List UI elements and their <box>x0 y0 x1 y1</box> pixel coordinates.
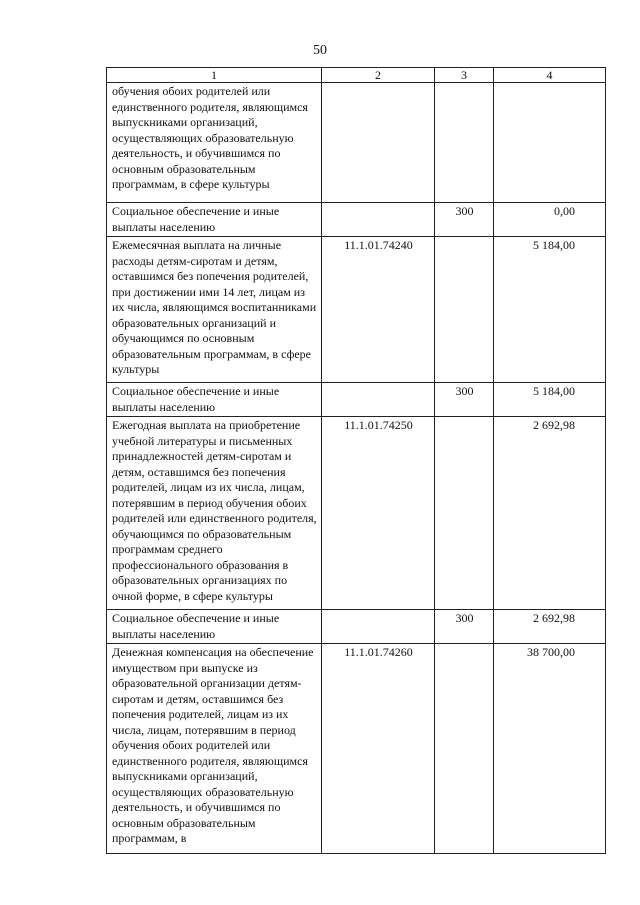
row-amount: 5 184,00 <box>494 237 606 383</box>
row-name: Социальное обеспечение и иные выплаты населению <box>107 203 322 237</box>
row-name: Социальное обеспечение и иные выплаты населению <box>107 383 322 417</box>
row-name: обучения обоих родителей или единственного родителя, являющимся выпускниками организаций, осуществляющих образовательную деятельность, и обучившимся по основным образовательным программам, в сфере культуры <box>107 83 322 203</box>
row-name: Ежегодная выплата на приобретение учебной литературы и письменных принадлежностей детям-сиротам и детям, оставшимся без попечения родителей, лицам из их числа, лицам, потерявшим в период обучения обоих родителей или единственного родителя, обучающимся по образовательным программам среднего профессионального образования в образовательных организациях по очной форме, в сфере культуры <box>107 417 322 610</box>
row-name: Ежемесячная выплата на личные расходы детям-сиротам и детям, оставшимся без попечения родителей, при достижении ими 14 лет, лицам из их числа, являющимся воспитанниками образовательных организаций и обучающимся по основным образовательным программам, в сфере культуры <box>107 237 322 383</box>
row-amount: 2 692,98 <box>494 610 606 644</box>
page-number: 50 <box>313 43 327 58</box>
row-amount: 38 700,00 <box>494 644 606 854</box>
column-header: 3 <box>435 68 494 83</box>
row-amount: 5 184,00 <box>494 383 606 417</box>
table-row <box>107 644 606 854</box>
row-code: 11.1.01.74240 <box>322 237 435 383</box>
row-code <box>322 203 435 237</box>
row-code <box>322 610 435 644</box>
row-amount: 2 692,98 <box>494 417 606 610</box>
table-row <box>107 237 606 383</box>
table-row <box>107 83 606 203</box>
row-type <box>435 644 494 854</box>
row-code <box>322 83 435 203</box>
row-type: 300 <box>435 383 494 417</box>
table-row <box>107 383 606 417</box>
row-code <box>322 383 435 417</box>
row-type: 300 <box>435 610 494 644</box>
column-header: 4 <box>494 68 606 83</box>
row-type <box>435 417 494 610</box>
column-number-row <box>107 68 606 83</box>
row-amount: 0,00 <box>494 203 606 237</box>
row-code: 11.1.01.74260 <box>322 644 435 854</box>
table-row <box>107 417 606 610</box>
row-type <box>435 83 494 203</box>
column-header: 1 <box>107 68 322 83</box>
row-amount <box>494 83 606 203</box>
row-type: 300 <box>435 203 494 237</box>
column-header: 2 <box>322 68 435 83</box>
table-row <box>107 610 606 644</box>
row-name: Денежная компенсация на обеспечение имуществом при выпуске из образовательной организации детям-сиротам и детям, оставшимся без попечения родителей, лицам из их числа, лицам, потерявшим в период обучения обоих родителей или единственного родителя, являющимся выпускниками организаций, осуществляющих образовательную деятельность, и обучившимся по основным образовательным программам, в <box>107 644 322 854</box>
row-code: 11.1.01.74250 <box>322 417 435 610</box>
row-name: Социальное обеспечение и иные выплаты населению <box>107 610 322 644</box>
table-row <box>107 203 606 237</box>
budget-table <box>106 67 606 854</box>
row-type <box>435 237 494 383</box>
